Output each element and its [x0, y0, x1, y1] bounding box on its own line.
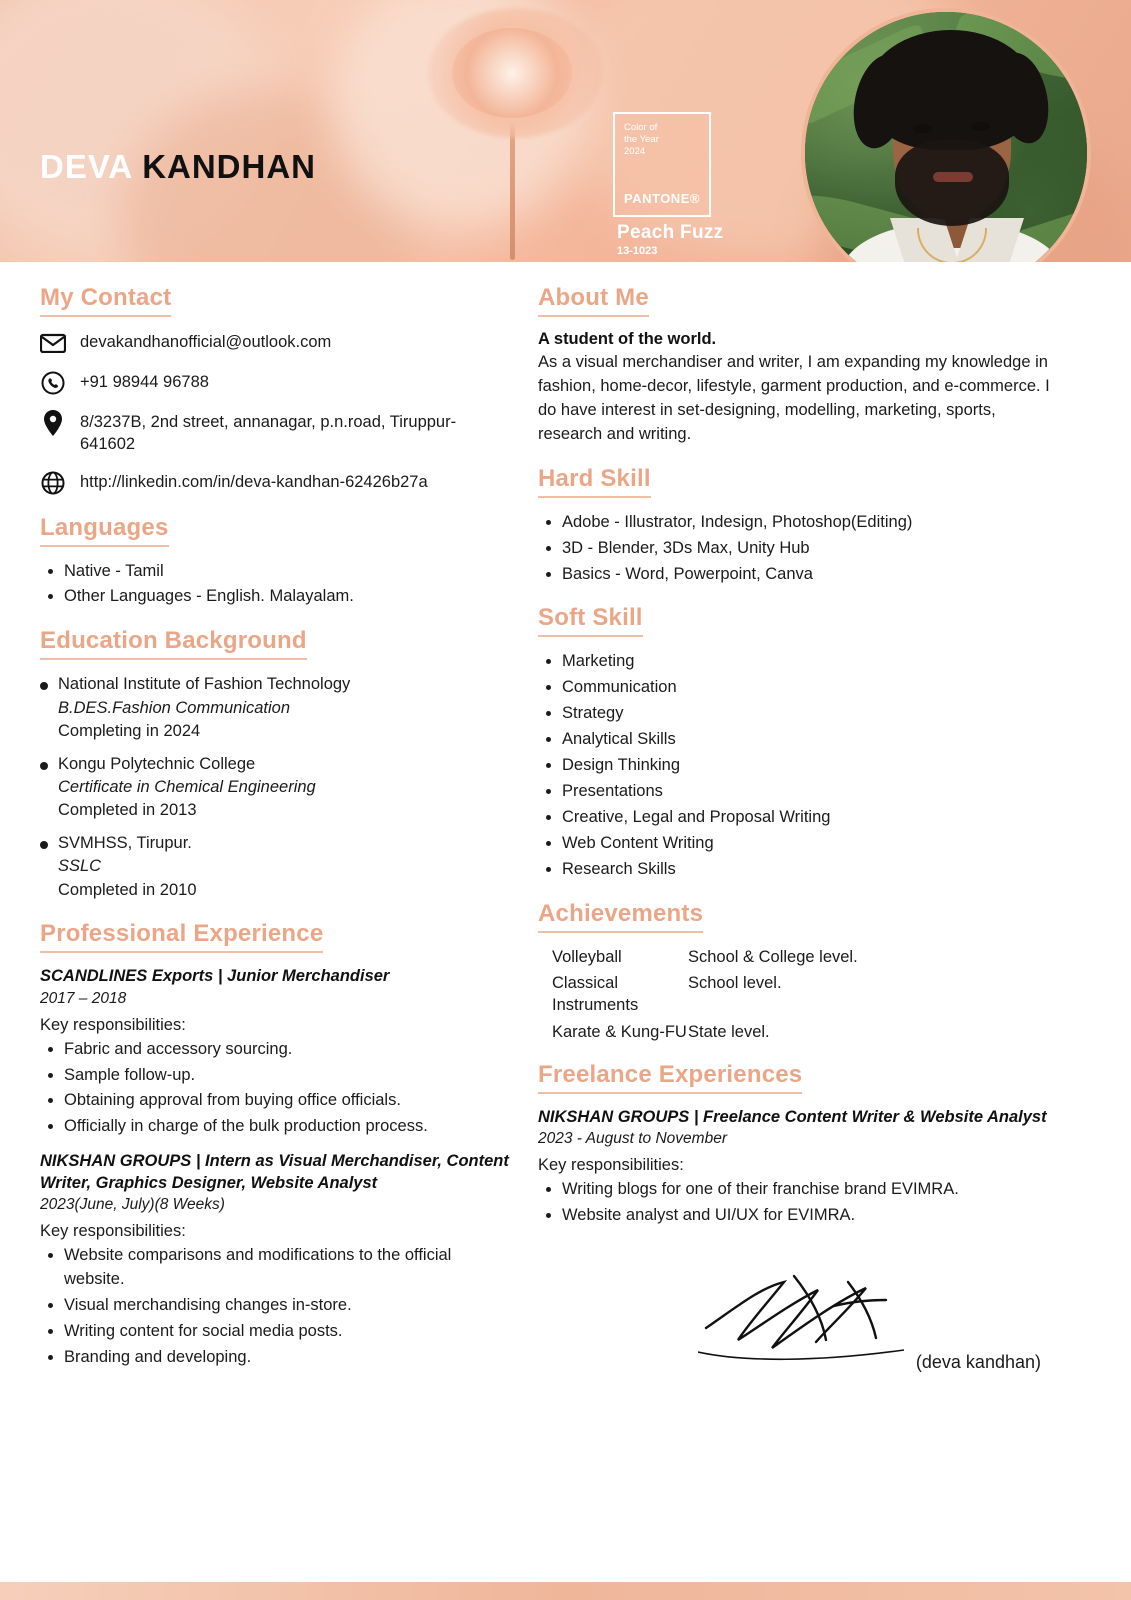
- contact-address: [40, 410, 510, 456]
- list-item: • Research Skills: [562, 858, 1053, 882]
- education-degree: SSLC: [58, 857, 102, 876]
- contact-email: [40, 330, 510, 356]
- experience-item: [538, 1107, 1053, 1228]
- globe-icon: [40, 470, 66, 496]
- footer-bar: [0, 1582, 1131, 1600]
- list-item: • Basics - Word, Powerpoint, Canva: [562, 563, 1053, 587]
- first-name: DEVA: [40, 148, 133, 185]
- section-heading-contact: My Contact: [40, 284, 171, 317]
- dandelion-flower-icon: [400, 0, 630, 240]
- experience-date: 2023 - August to November: [538, 1130, 727, 1148]
- contact-phone: [40, 370, 510, 396]
- education-school: Kongu Polytechnic College: [58, 754, 256, 773]
- section-hard-skill: [538, 465, 1053, 587]
- section-achievements: [538, 900, 1053, 1043]
- signature-icon: [698, 1266, 908, 1366]
- phone-icon: [40, 370, 66, 396]
- envelope-icon: [40, 330, 66, 356]
- pantone-brand: PANTONE®: [624, 190, 700, 206]
- pantone-line-1: Color of: [624, 122, 658, 133]
- section-about-me: [538, 284, 1053, 447]
- header-banner: [0, 0, 1131, 262]
- contact-linkedin-value: http://linkedin.com/in/deva-kandhan-62426b27a: [80, 472, 428, 491]
- education-school: SVMHSS, Tirupur.: [58, 833, 192, 852]
- education-school: National Institute of Fashion Technology: [58, 675, 351, 694]
- list-item: • Writing content for social media posts.: [64, 1320, 510, 1344]
- education-status: Completing in 2024: [58, 722, 201, 741]
- bullet-dot-icon: [40, 682, 48, 690]
- list-item: • Website comparisons and modifications to the official website.: [64, 1244, 510, 1292]
- pantone-caption: [617, 222, 723, 257]
- list-item: • Presentations: [562, 780, 1053, 804]
- section-freelance-experiences: [538, 1061, 1053, 1228]
- list-item: • Sample follow-up.: [64, 1064, 510, 1088]
- list-item: • Marketing: [562, 650, 1053, 674]
- signature-block: [538, 1266, 1053, 1386]
- experience-title: NIKSHAN GROUPS | Intern as Visual Merchandiser, Content Writer, Graphics Designer, Website Analyst: [40, 1152, 509, 1192]
- section-soft-skill: [538, 604, 1053, 881]
- achievement-level: State level.: [688, 1022, 770, 1041]
- achievement-name: Volleyball: [552, 947, 622, 966]
- list-item: • Visual merchandising changes in-store.: [64, 1294, 510, 1318]
- section-heading-achievements: Achievements: [538, 900, 703, 933]
- section-heading-hard-skill: Hard Skill: [538, 465, 651, 498]
- section-languages: [40, 514, 510, 610]
- achievement-level: School level.: [688, 974, 782, 993]
- contact-linkedin[interactable]: [40, 470, 510, 496]
- pantone-line-2: the Year: [624, 133, 659, 145]
- right-column: [538, 284, 1053, 1386]
- section-heading-languages: Languages: [40, 514, 169, 547]
- list-item: • Obtaining approval from buying office officials.: [64, 1089, 510, 1113]
- section-heading-professional-experience: Professional Experience: [40, 920, 323, 953]
- contact-address-value: 8/3237B, 2nd street, annanagar, p.n.road, Tiruppur-641602: [80, 413, 457, 454]
- education-degree: Certificate in Chemical Engineering: [58, 778, 316, 797]
- experience-date: 2023(June, July)(8 Weeks): [40, 1196, 225, 1214]
- about-lead: A student of the world.: [538, 330, 717, 348]
- list-item: • 3D - Blender, 3Ds Max, Unity Hub: [562, 537, 1053, 561]
- list-item: • Native - Tamil: [64, 560, 510, 584]
- bullet-dot-icon: [40, 762, 48, 770]
- section-my-contact: [40, 284, 510, 496]
- pantone-color-name: Peach Fuzz: [617, 222, 724, 243]
- list-item: • Writing blogs for one of their franchise brand EVIMRA.: [562, 1178, 1053, 1202]
- list-item: [40, 832, 510, 902]
- experience-subheading: Key responsibilities:: [40, 1222, 186, 1241]
- list-item: • Communication: [562, 676, 1053, 700]
- experience-date: 2017 – 2018: [40, 989, 127, 1007]
- pantone-line-3: 2024: [624, 145, 646, 157]
- list-item: • Branding and developing.: [64, 1346, 510, 1370]
- experience-subheading: Key responsibilities:: [40, 1015, 186, 1034]
- list-item: • Creative, Legal and Proposal Writing: [562, 806, 1053, 830]
- contact-email-value: devakandhanofficial@outlook.com: [80, 333, 332, 351]
- table-row: [538, 1021, 1053, 1043]
- education-degree: B.DES.Fashion Communication: [58, 698, 291, 717]
- experience-item: [40, 966, 510, 1139]
- list-item: • Strategy: [562, 702, 1053, 726]
- list-item: [40, 753, 510, 823]
- list-item: • Fabric and accessory sourcing.: [64, 1038, 510, 1062]
- section-professional-experience: [40, 920, 510, 1370]
- list-item: • Officially in charge of the bulk production process.: [64, 1115, 510, 1139]
- experience-title: SCANDLINES Exports | Junior Merchandiser: [40, 967, 390, 986]
- experience-bullets: [64, 1038, 510, 1140]
- location-pin-icon: [40, 410, 66, 436]
- bullet-dot-icon: [40, 841, 48, 849]
- section-heading-freelance: Freelance Experiences: [538, 1061, 802, 1094]
- list-item: • Web Content Writing: [562, 832, 1053, 856]
- education-status: Completed in 2013: [58, 801, 197, 820]
- hard-skill-list: [562, 511, 1053, 587]
- left-column: [40, 284, 510, 1386]
- experience-item: [40, 1151, 510, 1369]
- languages-list: [64, 560, 510, 610]
- experience-bullets: [562, 1178, 1053, 1228]
- education-status: Completed in 2010: [58, 880, 197, 899]
- list-item: • Adobe - Illustrator, Indesign, Photoshop(Editing): [562, 511, 1053, 535]
- table-row: [538, 946, 1053, 968]
- avatar: [801, 8, 1091, 262]
- achievement-name: Karate & Kung-FU: [552, 1022, 687, 1041]
- section-heading-education: Education Background: [40, 627, 307, 660]
- about-text: As a visual merchandiser and writer, I am expanding my knowledge in fashion, home-decor, lifestyle, garment production, and e-commerce. I do have interest in set-designing, modelling, marketing, sports, research and writing.: [538, 353, 1050, 443]
- achievement-level: School & College level.: [688, 947, 858, 966]
- section-education: [40, 627, 510, 902]
- contact-phone-value: +91 98944 96788: [80, 373, 209, 391]
- list-item: • Website analyst and UI/UX for EVIMRA.: [562, 1204, 1053, 1228]
- table-row: [538, 972, 1053, 1017]
- list-item: • Design Thinking: [562, 754, 1053, 778]
- experience-title: NIKSHAN GROUPS | Freelance Content Writer & Website Analyst: [538, 1107, 1047, 1126]
- soft-skill-list: [562, 650, 1053, 881]
- signature-name: (deva kandhan): [915, 1352, 1041, 1373]
- achievement-name: Classical Instruments: [552, 974, 639, 1015]
- page-title: [40, 148, 316, 186]
- last-name: KANDHAN: [142, 148, 317, 185]
- experience-bullets: [64, 1244, 510, 1370]
- pantone-color-code: 13-1023: [617, 245, 658, 257]
- section-heading-soft-skill: Soft Skill: [538, 604, 643, 637]
- resume-body: [0, 262, 1131, 1386]
- list-item: [40, 673, 510, 743]
- list-item: • Other Languages - English. Malayalam.: [64, 585, 510, 609]
- list-item: • Analytical Skills: [562, 728, 1053, 752]
- experience-subheading: Key responsibilities:: [538, 1156, 684, 1175]
- section-heading-about: About Me: [538, 284, 649, 317]
- pantone-swatch: [613, 112, 711, 217]
